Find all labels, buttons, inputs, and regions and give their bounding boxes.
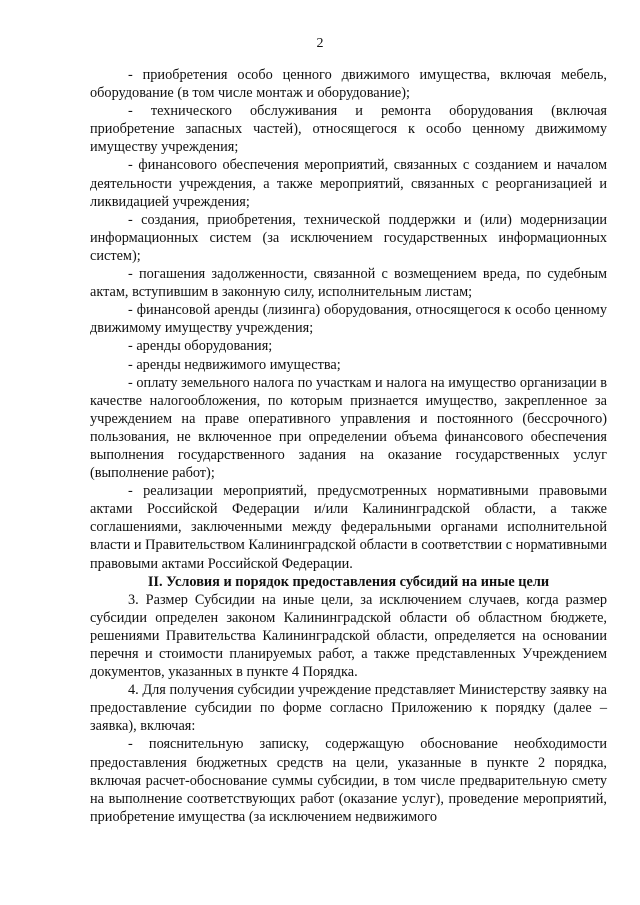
list-item: - аренды недвижимого имущества;: [128, 356, 341, 373]
paragraph-3: 3. Размер Субсидии на иные цели, за исключением случаев, когда размер субсидии определен законом Калининградской области об областном бюджете, решениями Правительства Калининградской области, определяется на основании перечня и стоимости планируемых работ, а также представленных Учреждением документов, указанных в пункте 4 Порядка.: [90, 591, 607, 681]
paragraph-4: 4. Для получения субсидии учреждение представляет Министерству заявку на предоставление субсидии по форме согласно Приложению к порядку (далее – заявка), включая:: [90, 682, 607, 735]
list-item: - аренды оборудования;: [128, 338, 273, 355]
list-item: - финансовой аренды (лизинга) оборудования, относящегося к особо ценному движимому имуществу учреждения;: [90, 302, 607, 337]
paragraph-4-item: - пояснительную записку, содержащую обоснование необходимости предоставления бюджетных средств на цели, указанные в пункте 2 порядка, включая расчет-обоснование суммы субсидии, в том числе предварительную смету на выполнение соответствующих работ (оказание услуг), проведение мероприятий, приобретение имущества (за исключением недвижимого: [90, 736, 607, 825]
list-item: - технического обслуживания и ремонта оборудования (включая приобретение запасных частей), относящегося к особо ценному движимому имуществу учреждения;: [90, 103, 607, 156]
list-item: - погашения задолженности, связанной с возмещением вреда, по судебным актам, вступившим в законную силу, исполнительным листам;: [90, 266, 607, 301]
list-item: - оплату земельного налога по участкам и налога на имущество организации в качестве налогообложения, по которым признается имущество, закрепленное за учреждением на праве оперативного управления и постоянного (бессрочного) пользования, не включенное при определении объема финансового обеспечения выполнения государственного задания на оказание государственных услуг (выполнение работ);: [90, 374, 607, 482]
list-item: - создания, приобретения, технической поддержки и (или) модернизации информационных систем (за исключением государственных информационных систем);: [90, 211, 607, 264]
page-number: 2: [316, 36, 324, 51]
section-heading: II. Условия и порядок предоставления субсидий на иные цели: [147, 573, 550, 590]
list-item: - реализации мероприятий, предусмотренных нормативными правовыми актами Российской Федерации и/или Калининградской области, а также соглашениями, заключенными между федеральными органами исполнительной власти и Правительством Калининградской области в соответствии с нормативными правовыми актами Российской Федерации.: [90, 483, 607, 572]
document-body: [90, 66, 607, 826]
list-item: - приобретения особо ценного движимого имущества, включая мебель, оборудование (в том числе монтаж и оборудование);: [90, 67, 607, 102]
list-item: - финансового обеспечения мероприятий, связанных с созданием и началом деятельности учреждения, а также мероприятий, связанных с реорганизацией и ликвидацией учреждения;: [90, 157, 607, 210]
